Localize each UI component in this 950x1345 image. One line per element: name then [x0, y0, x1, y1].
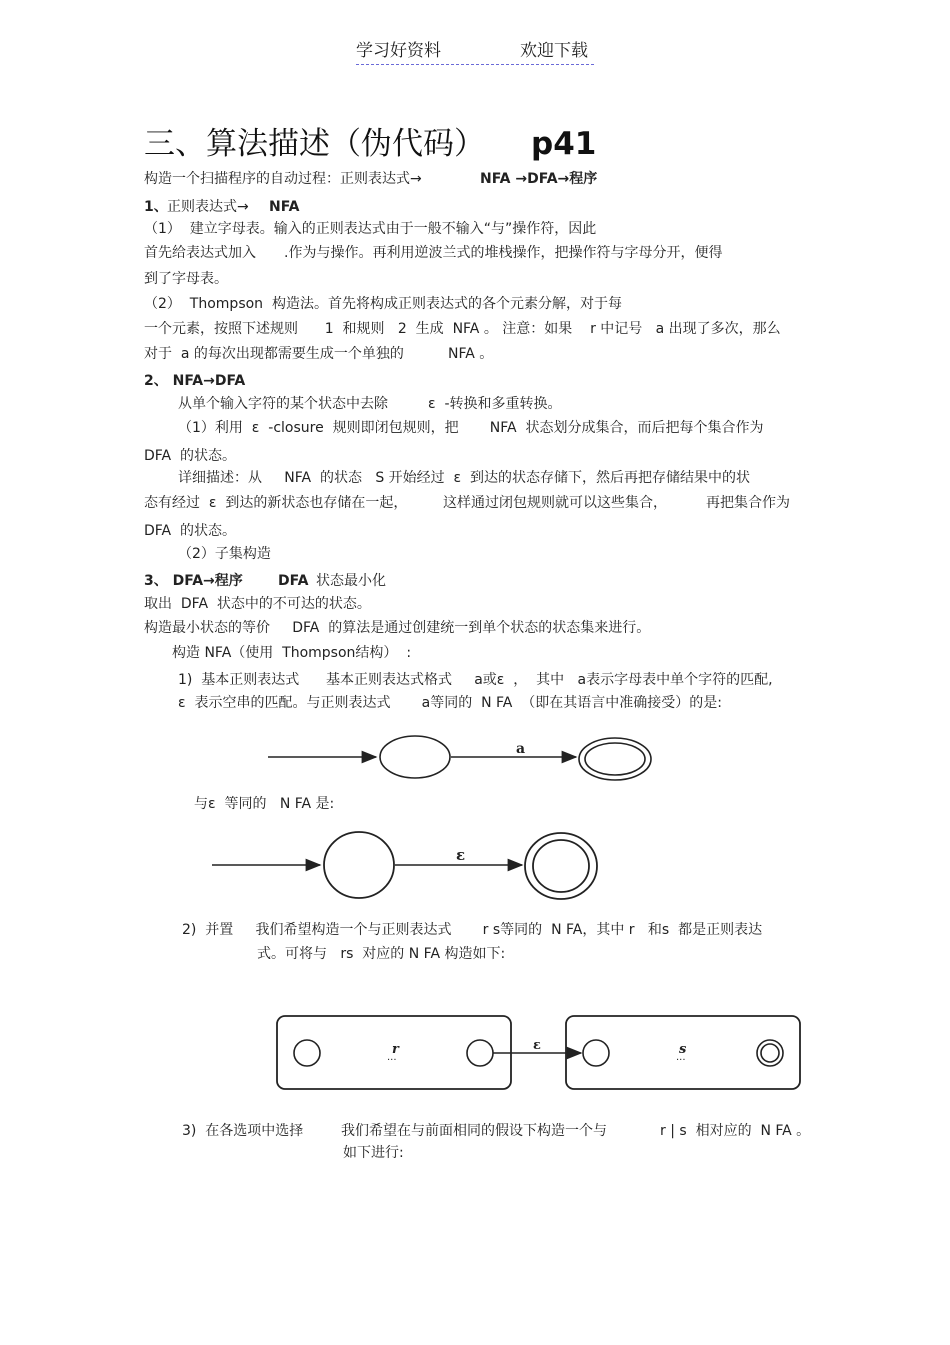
header-right-text: 欢迎下载 — [520, 41, 588, 61]
subsection-1-number: 1、 — [144, 199, 168, 215]
subsection-1-heading: 正则表达式→ — [167, 199, 249, 215]
subsection-3-dfa: DFA — [278, 573, 309, 589]
paragraph-line: （1）利用 ε -closure 规则即闭包规则，把 NFA 状态划分成集合，而后把每个集合作为 — [178, 420, 764, 436]
transition-label: ε — [456, 846, 466, 864]
paragraph-line: 如下进行: — [343, 1145, 404, 1161]
accepting-state-inner — [533, 840, 589, 892]
paragraph-line: 详细描述：从 NFA 的状态 S 开始经过 ε 到达的状态存储下，然后再把存储结果中的状 — [178, 470, 751, 486]
paragraph-line: 到了字母表。 — [144, 271, 228, 287]
paragraph-line: 2) 并置 我们希望构造一个与正则表达式 r s等同的 N FA，其中 r 和s 都是正则表达 — [182, 922, 763, 938]
nfa-diagram-epsilon — [212, 832, 597, 899]
start-state — [380, 736, 450, 778]
subsection-1-nfa: NFA — [269, 199, 300, 215]
page-reference: p41 — [531, 126, 597, 162]
header-left-text: 学习好资料 — [356, 41, 441, 61]
machine-r-label: r — [392, 1042, 399, 1057]
epsilon-transition-label: ε — [533, 1038, 541, 1053]
paragraph-line: DFA 的状态。 — [144, 448, 237, 464]
paragraph-line: 首先给表达式加入 — [144, 245, 256, 261]
machine-s-final-state-inner — [761, 1044, 779, 1062]
paragraph-line: 构造最小状态的等价 DFA 的算法是通过创建统一到单个状态的状态集来进行。 — [144, 620, 651, 636]
paragraph-line: （2） Thompson 构造法。首先将构成正则表达式的各个元素分解，对于每 — [144, 296, 622, 312]
subsection-3-heading: 3、 DFA→程序 — [144, 573, 243, 589]
line-intro-flow: NFA →DFA→程序 — [480, 171, 598, 187]
paragraph-line: （1） 建立字母表。输入的正则表达式由于一般不输入“与”操作符，因此 — [144, 221, 597, 237]
transition-label: a — [516, 741, 526, 757]
paragraph-line: 1) 基本正则表达式 基本正则表达式格式 a或ε ， 其中 a表示字母表中单个字符的匹配, — [178, 672, 773, 688]
paragraph-line: ε -转换和多重转换。 — [428, 396, 562, 412]
paragraph-line: 与ε 等同的 N FA 是: — [194, 796, 335, 812]
subsection-2-heading: 2、 NFA→DFA — [144, 373, 246, 389]
paragraph-line: 3) 在各选项中选择 — [182, 1123, 304, 1139]
machine-s-label: s — [679, 1042, 687, 1057]
paragraph-line: 再把集合作为 — [706, 495, 790, 511]
paragraph-line: 取出 DFA 状态中的不可达的状态。 — [144, 596, 371, 612]
paragraph-line: 式。可将与 rs 对应的 N FA 构造如下: — [257, 946, 506, 962]
start-state — [324, 832, 394, 898]
paragraph-line: 构造 NFA（使用 Thompson结构） : — [172, 645, 412, 661]
machine-r-dots: ··· — [387, 1055, 397, 1066]
accepting-state-outer — [525, 833, 597, 899]
paragraph-line: ε 表示空串的匹配。与正则表达式 a等同的 N FA （即在其语言中准确接受）的是: — [178, 695, 722, 711]
paragraph-line: 我们希望在与前面相同的假设下构造一个与 — [341, 1123, 607, 1139]
nfa-diagram-concatenation — [277, 1016, 800, 1089]
paragraph-line: 态有经过 ε 到达的新状态也存储在一起， — [144, 495, 408, 511]
paragraph-line: 一个元素，按照下述规则 1 和规则 2 生成 NFA 。 注意：如果 r 中记号 a 出现了多次，那么 — [144, 321, 781, 337]
accepting-state-outer — [579, 738, 651, 780]
paragraph-line: NFA 。 — [448, 346, 494, 362]
machine-r-start-state — [294, 1040, 320, 1066]
section-title: 三、算法描述（伪代码） — [144, 126, 485, 162]
paragraph-line: （2）子集构造 — [178, 546, 271, 562]
paragraph-line: DFA 的状态。 — [144, 523, 237, 539]
paragraph-line: 对于 a 的每次出现都需要生成一个单独的 — [144, 346, 404, 362]
line-intro: 构造一个扫描程序的自动过程：正则表达式→ — [144, 171, 422, 187]
nfa-diagram-a — [268, 736, 651, 780]
paragraph-line: 这样通过闭包规则就可以这些集合， — [443, 495, 667, 511]
subsection-3-minimize: 状态最小化 — [316, 573, 386, 589]
paragraph-line: 从单个输入字符的某个状态中去除 — [178, 396, 388, 412]
accepting-state-inner — [585, 743, 645, 775]
machine-s-dots: ··· — [676, 1055, 686, 1066]
machine-s-start-state — [583, 1040, 609, 1066]
machine-r-final-state — [467, 1040, 493, 1066]
paragraph-line: r | s 相对应的 N FA 。 — [660, 1123, 811, 1139]
paragraph-line: .作为与操作。再利用逆波兰式的堆栈操作，把操作符与字母分开，便得 — [284, 245, 723, 261]
